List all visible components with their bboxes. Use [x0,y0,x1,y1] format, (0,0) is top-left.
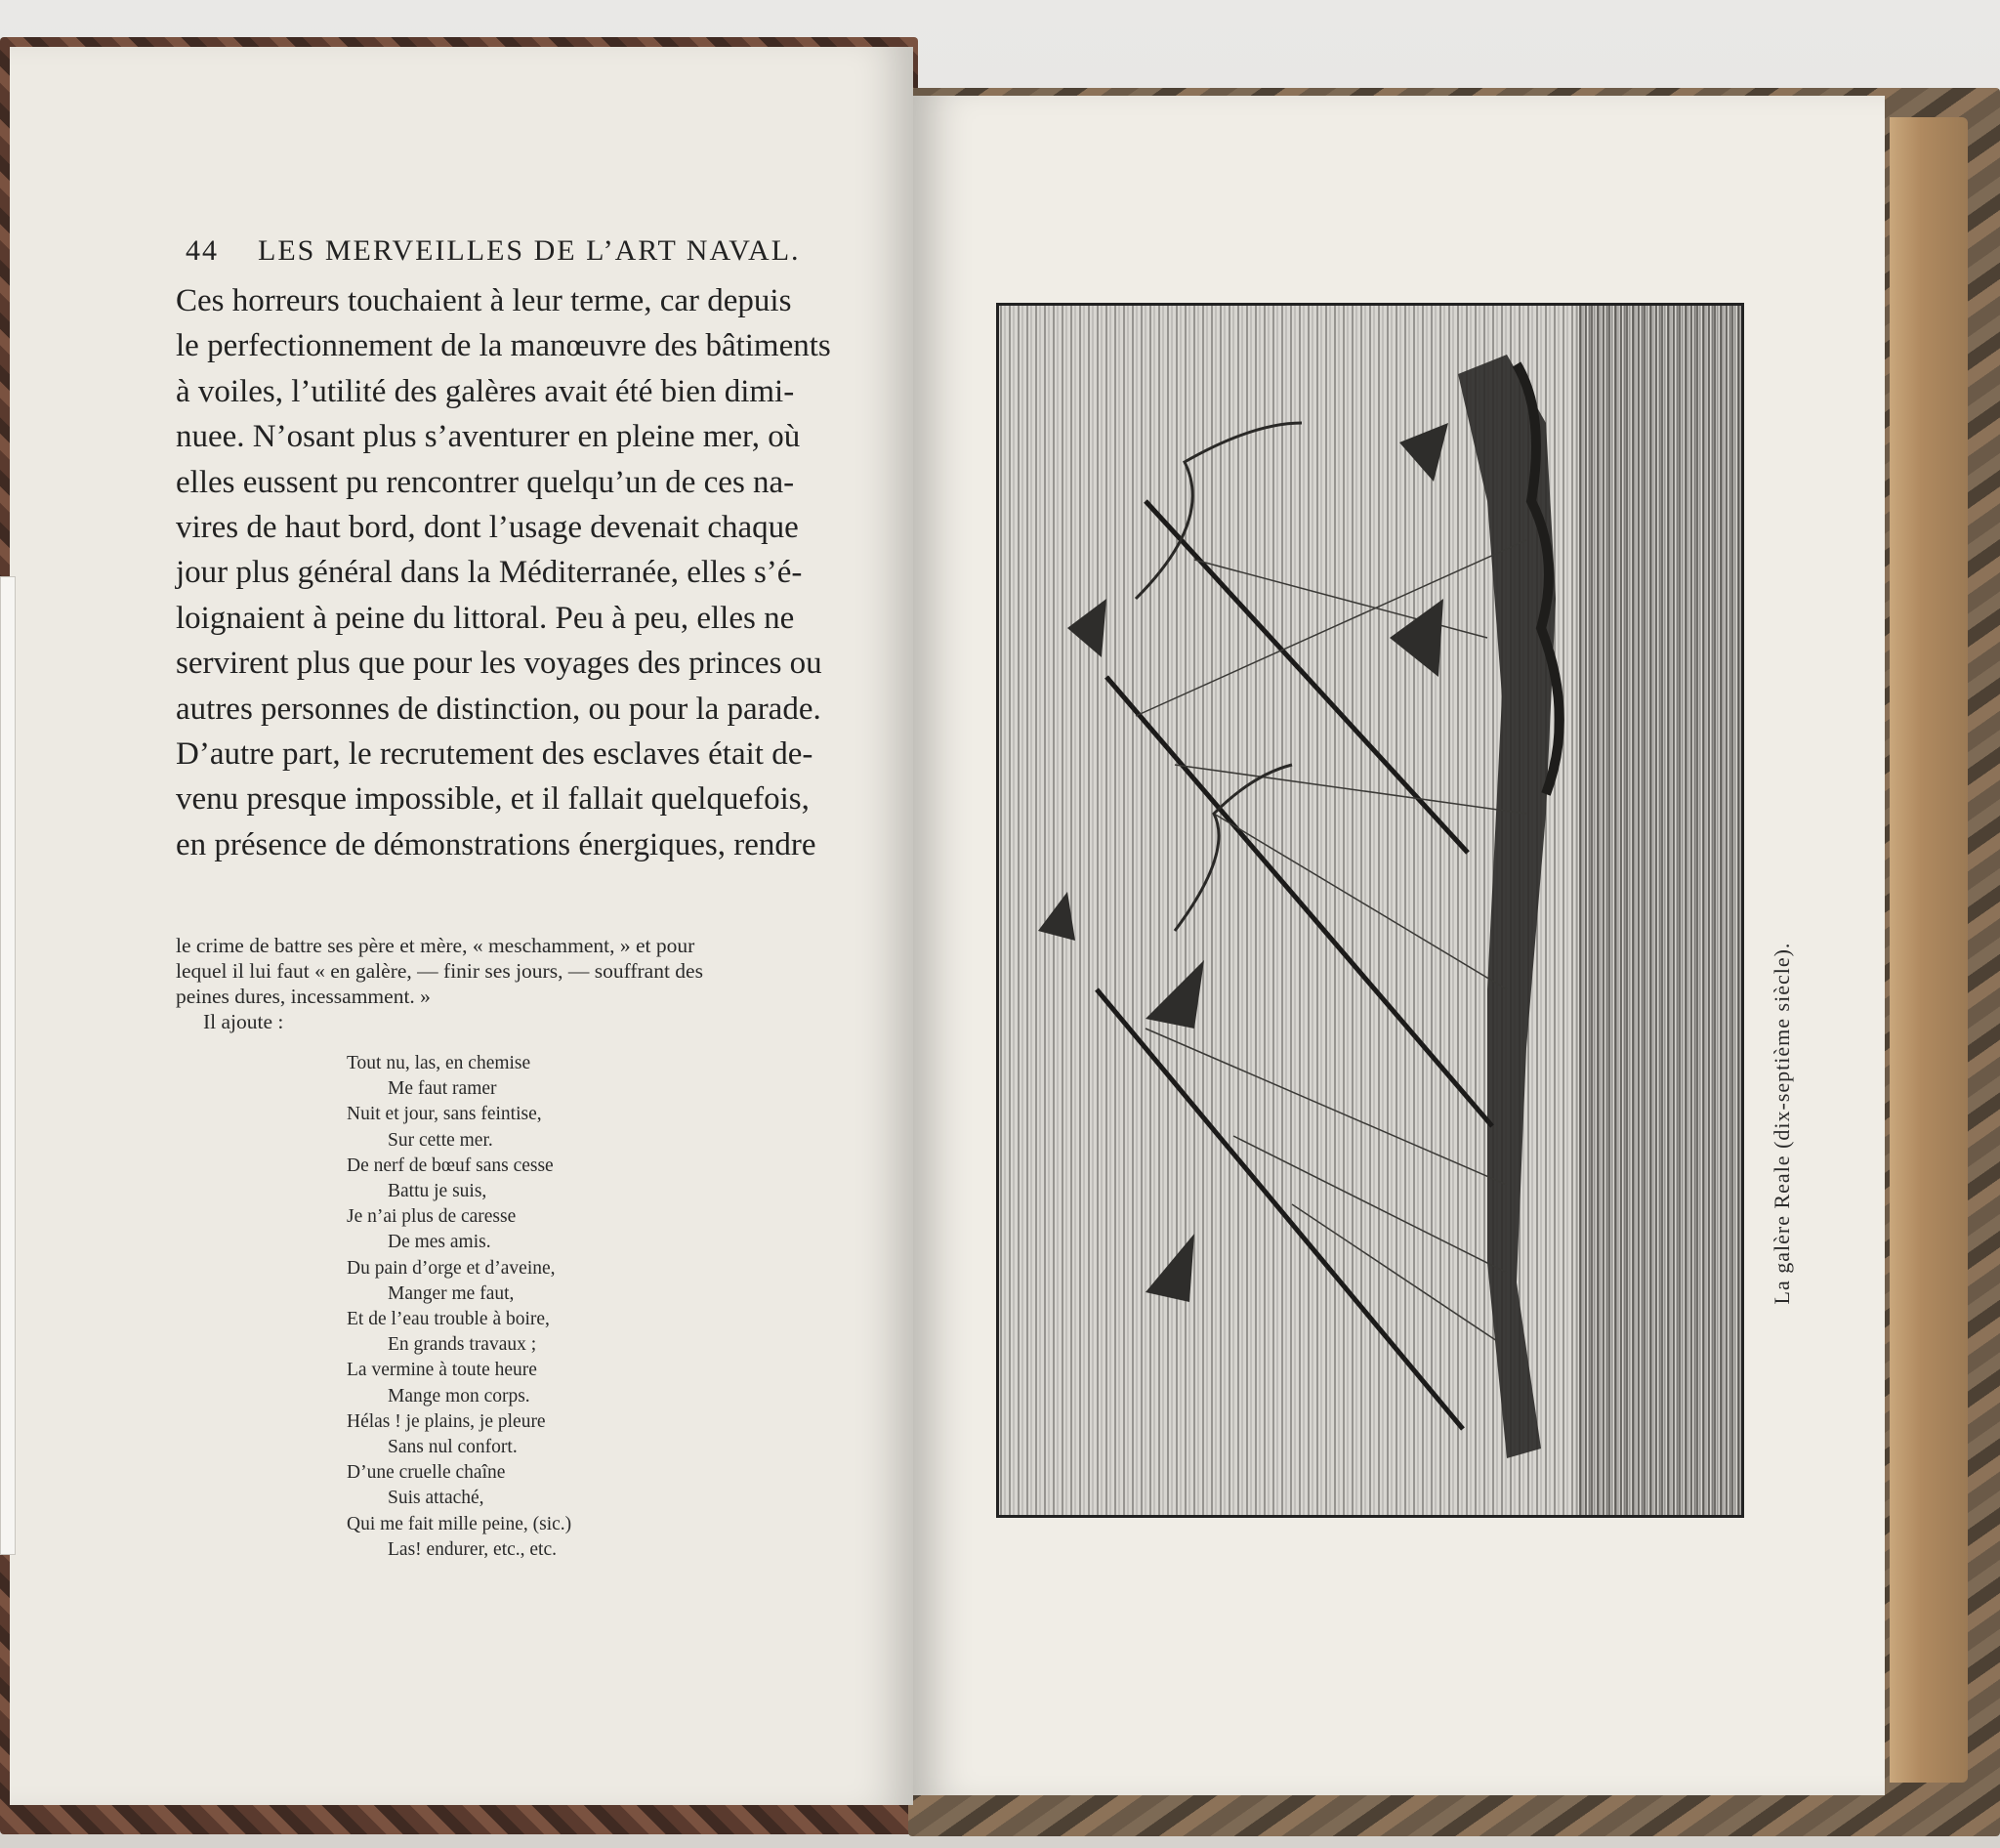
body-line: autres personnes de distinction, ou pour la parade. [176,691,821,727]
body-line: vires de haut bord, dont l’usage devenait chaque [176,510,799,546]
body-line: servirent plus que pour les voyages des princes ou [176,646,822,682]
poem-verse: Qui me fait mille peine, (sic.) [347,1513,572,1534]
poem-verse: De nerf de bœuf sans cesse [347,1155,554,1176]
page-tab [0,576,16,1555]
poem-verse: Suis attaché, [388,1488,484,1509]
body-line: Ces horreurs touchaient à leur terme, car depuis [176,283,792,318]
poem-verse: Me faut ramer [388,1078,497,1100]
body-line: D’autre part, le recrutement des esclaves était de- [176,736,813,773]
footnote-line: lequel il lui faut « en galère, — finir ses jours, — souffrant des [176,959,703,983]
footnote-line: peines dures, incessamment. » [176,985,431,1008]
body-line: le perfectionnement de la manœuvre des bâtiments [176,328,831,364]
engraving-drawing [999,306,1741,1515]
poem [347,1051,571,1563]
body-paragraph [176,278,894,867]
poem-verse: Hélas ! je plains, je pleure [347,1410,546,1432]
running-header [186,234,820,268]
poem-verse: Tout nu, las, en chemise [347,1053,531,1073]
poem-verse: Manger me faut, [388,1282,515,1304]
poem-verse: Nuit et jour, sans feintise, [347,1104,542,1125]
running-head: LES MERVEILLES DE L’ART NAVAL. [258,234,801,267]
poem-verse: Battu je suis, [388,1181,487,1202]
poem-verse: D’une cruelle chaîne [347,1462,506,1484]
footnote-line: Il ajoute : [203,1010,284,1033]
poem-verse: Et de l’eau trouble à boire, [347,1309,550,1330]
page-edges [1890,117,1968,1783]
footnote [176,933,894,1034]
poem-verse: Las! endurer, etc., etc. [388,1538,557,1560]
poem-verse: Sur cette mer. [388,1129,493,1151]
sea-hatching [1575,306,1741,1515]
body-line: jour plus général dans la Méditerranée, elles s’é- [176,555,803,591]
body-line: en présence de démonstrations énergiques, rendre [176,826,816,862]
page-number: 44 [186,234,219,267]
poem-verse: En grands travaux ; [388,1334,537,1356]
poem-verse: Je n’ai plus de caresse [347,1206,517,1228]
poem-verse: La vermine à toute heure [347,1360,537,1381]
poem-verse: Du pain d’orge et d’aveine, [347,1257,556,1279]
body-line: loignaient à peine du littoral. Peu à peu, elles ne [176,600,795,636]
footnote-line: le crime de battre ses père et mère, « meschamment, » et pour [176,934,695,957]
body-line: venu presque impossible, et il fallait quelquefois, [176,781,810,818]
poem-verse: De mes amis. [388,1232,491,1253]
body-line: nuee. N’osant plus s’aventurer en pleine mer, où [176,419,801,455]
poem-verse: Sans nul confort. [388,1437,518,1458]
illustration-caption: La galère Reale (dix-septième siècle). [1770,942,1794,1305]
body-line: à voiles, l’utilité des galères avait été bien dimi- [176,373,795,409]
poem-verse: Mange mon corps. [388,1385,530,1407]
body-line: elles eussent pu rencontrer quelqu’un de ces na- [176,464,795,500]
galley-engraving [996,303,1744,1518]
